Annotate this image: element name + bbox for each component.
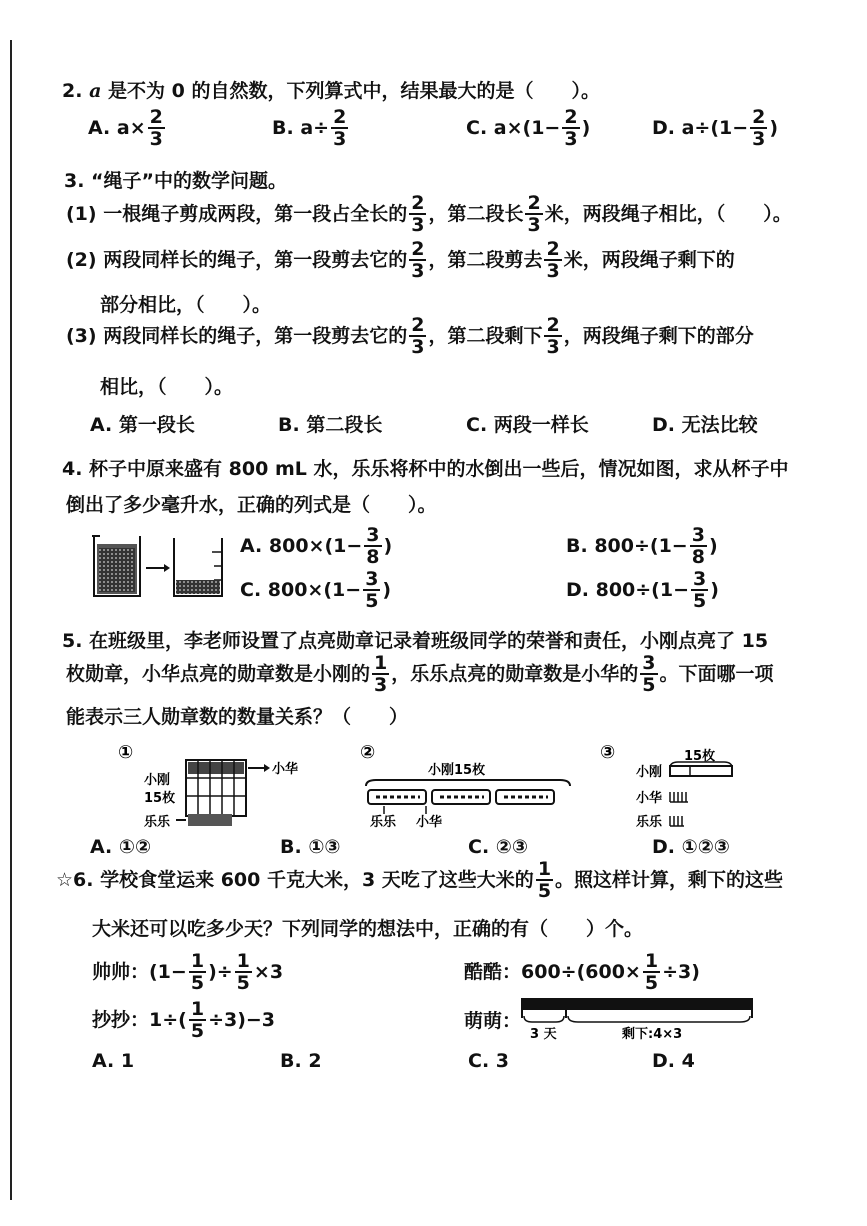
q5-figure-1 — [114, 740, 314, 830]
full-cup-icon — [92, 536, 140, 596]
q3-option-d[interactable]: D. 无法比较 — [652, 414, 758, 436]
q6-stem-line1: ☆6. 学校食堂运来 600 千克大米，3 天吃了这些大米的 $\frac{1}{5}$ 。照这样计算，剩下的这些 — [56, 858, 784, 902]
fig3-mark: ③ — [600, 742, 616, 763]
q5-option-a[interactable]: A. ①② — [90, 836, 152, 858]
q4-option-d[interactable]: D. 800÷(1− $\frac{3}{5}$ ) — [566, 568, 719, 612]
fig3-xiaogang-label: 小刚 — [636, 765, 663, 780]
q3-title: 3. “绳子”中的数学问题。 — [64, 170, 288, 192]
q5-figure-2 — [356, 740, 576, 830]
q3-sub1: (1) 一根绳子剪成两段，第一段占全长的 $\frac{2}{3}$ ，第二段长 $\frac{2}{3}$ 米，两段绳子相比，（ ）。 — [66, 192, 792, 236]
fig3-lele-label: 乐乐 — [636, 815, 663, 830]
q3-option-a[interactable]: A. 第一段长 — [90, 414, 195, 436]
q4-option-b[interactable]: B. 800÷(1− $\frac{3}{8}$ ) — [566, 524, 718, 568]
fig3-xiaohua-bar — [670, 792, 688, 802]
q6-option-a[interactable]: A. 1 — [92, 1050, 135, 1072]
fig3-xiaohua-label: 小华 — [636, 791, 663, 806]
q3-option-b[interactable]: B. 第二段长 — [278, 414, 383, 436]
q6-chaochao-method: 抄抄：1÷( $\frac{1}{5}$ ÷3)−3 — [92, 998, 276, 1042]
q4-cups-figure — [90, 532, 230, 602]
fig2-xiaohua-label: 小华 — [416, 815, 443, 830]
q4-option-a[interactable]: A. 800×(1− $\frac{3}{8}$ ) — [240, 524, 393, 568]
fig2-mark: ② — [360, 742, 376, 763]
fig1-count-label: 15枚 — [144, 791, 176, 806]
fig2-lele-label: 乐乐 — [370, 815, 397, 830]
q5-option-d[interactable]: D. ①②③ — [652, 836, 730, 858]
q6-option-b[interactable]: B. 2 — [280, 1050, 322, 1072]
q2-option-a[interactable]: A. a× $\frac{2}{3}$ — [88, 106, 163, 150]
q6-option-d[interactable]: D. 4 — [652, 1050, 695, 1072]
q2-option-d[interactable]: D. a÷(1− $\frac{2}{3}$ ) — [652, 106, 779, 150]
q3-option-c[interactable]: C. 两段一样长 — [466, 414, 589, 436]
q2-option-c[interactable]: C. a×(1− $\frac{2}{3}$ ) — [466, 106, 591, 150]
q3-sub3: (3) 两段同样长的绳子，第一段剪去它的 $\frac{2}{3}$ ，第二段剩下 $\frac{2}{3}$ ，两段绳子剩下的部分 — [66, 314, 754, 358]
fig3-lele-bar — [670, 816, 684, 826]
q6-kuku-method: 酷酷：600÷(600× $\frac{1}{5}$ ÷3) — [464, 950, 700, 994]
poured-cup-icon — [174, 538, 222, 596]
fig1-arrow-icon — [248, 764, 270, 772]
fig1-mark: ① — [118, 742, 134, 763]
q3-sub2: (2) 两段同样长的绳子，第一段剪去它的 $\frac{2}{3}$ ，第二段剪去 $\frac{2}{3}$ 米，两段绳子剩下的 — [66, 238, 735, 282]
margin-line — [10, 40, 12, 1200]
q4-option-c[interactable]: C. 800×(1− $\frac{3}{5}$ ) — [240, 568, 392, 612]
fig3-count-label: 15枚 — [684, 749, 716, 764]
q6-mengmeng-bar-diagram — [520, 996, 756, 1044]
bar-rest-label: 剩下:4×3 — [622, 1027, 683, 1042]
q2-option-b[interactable]: B. a÷ $\frac{2}{3}$ — [272, 106, 347, 150]
fig1-lele-bar — [188, 814, 232, 826]
arrow-icon — [146, 564, 170, 572]
fig2-xiaogang-label: 小刚15枚 — [428, 763, 486, 778]
q5-stem-line2: 枚勋章，小华点亮的勋章数是小刚的 $\frac{1}{3}$ ，乐乐点亮的勋章数是小华的 $\frac{3}{5}$ 。下面哪一项 — [66, 652, 774, 696]
q6-stem-line2: 大米还可以吃多少天？下列同学的想法中，正确的有（ ）个。 — [92, 918, 644, 940]
fig2-brace — [366, 780, 570, 786]
q6-shuaishuai-method: 帅帅：(1− $\frac{1}{5}$ )÷ $\frac{1}{5}$ ×3 — [92, 950, 284, 994]
fig1-xiaogang-label: 小刚 — [144, 773, 171, 788]
q5-figure-3 — [596, 740, 796, 830]
q3-sub3-cont: 相比，（ ）。 — [100, 376, 234, 398]
q5-option-c[interactable]: C. ②③ — [468, 836, 528, 858]
rice-bar — [522, 998, 752, 1010]
q4-stem-line2: 倒出了多少毫升水，正确的列式是（ ）。 — [66, 494, 437, 516]
q5-option-b[interactable]: B. ①③ — [280, 836, 341, 858]
rest-brace — [568, 1016, 750, 1022]
fig1-xiaohua-label: 小华 — [272, 762, 299, 777]
q2-stem: 2. a 是不为 0 的自然数，下列算式中，结果最大的是（ ）。 — [62, 80, 600, 102]
days-brace — [524, 1016, 564, 1022]
fig2-bars — [368, 790, 554, 804]
bar-days-label: 3 天 — [530, 1027, 557, 1042]
q4-stem-line1: 4. 杯子中原来盛有 800 mL 水，乐乐将杯中的水倒出一些后，情况如图，求从杯子中 — [62, 458, 789, 480]
fig1-lele-label: 乐乐 — [144, 815, 171, 830]
q5-stem-line1: 5. 在班级里，李老师设置了点亮勋章记录着班级同学的荣誉和责任，小刚点亮了 15 — [62, 630, 769, 652]
fig1-xiaogang-grid — [186, 760, 246, 816]
q6-mengmeng-label: 萌萌： — [464, 1010, 522, 1032]
fig3-xiaogang-bar — [670, 766, 732, 776]
q6-option-c[interactable]: C. 3 — [468, 1050, 509, 1072]
q3-sub2-cont: 部分相比，（ ）。 — [100, 294, 272, 316]
q5-stem-line3: 能表示三人勋章数的数量关系？（ ） — [66, 706, 409, 728]
